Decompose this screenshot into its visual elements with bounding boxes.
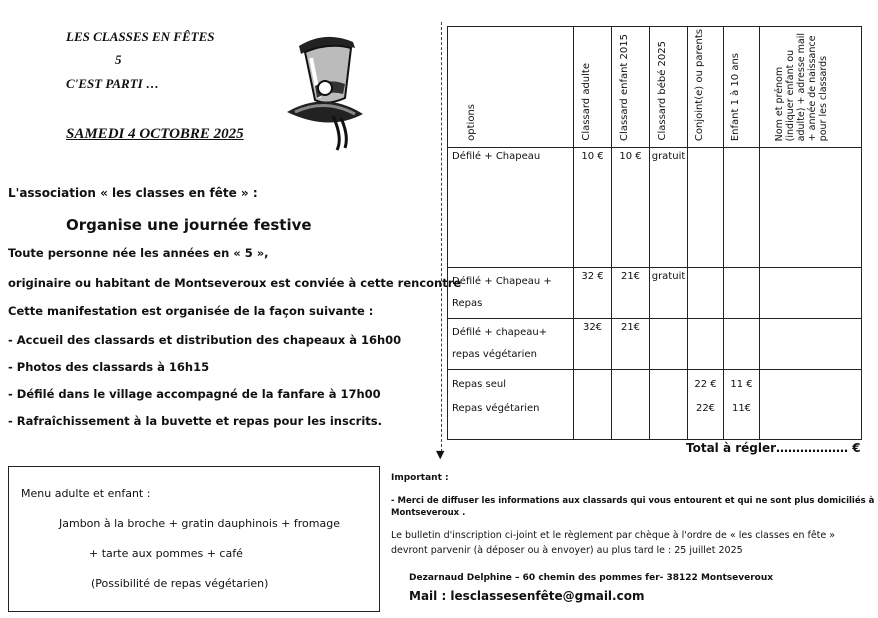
qty-enfant[interactable] xyxy=(724,148,760,268)
schedule-item: - Accueil des classards et distribution des chapeaux à 16h00 xyxy=(8,333,402,347)
important-note-1b: Montseveroux . xyxy=(391,508,466,518)
price-adulte: 32 € xyxy=(574,268,612,319)
header-nom-prenom: Nom et prénom (indiquer enfant ou adulte) + adresse mail + année de naissance pour les classards xyxy=(760,27,862,148)
option-cell: Défilé + Chapeau + Repas xyxy=(448,268,574,319)
price-bebe: gratuit xyxy=(650,148,688,268)
schedule-item: - Défilé dans le village accompagné de la fanfare à 17h00 xyxy=(8,387,381,401)
option-cell: Repas seul Repas végétarien xyxy=(448,370,574,440)
qty-enfant[interactable] xyxy=(724,319,760,370)
contact-line: Dezarnaud Delphine – 60 chemin des pommes fer- 38122 Montseveroux xyxy=(409,573,774,583)
intro-paragraph-3: Cette manifestation est organisée de la façon suivante : xyxy=(8,304,374,318)
cut-line-arrow-icon: ▼ xyxy=(436,448,445,461)
price-bebe: gratuit xyxy=(650,268,688,319)
intro-paragraph-1: Toute personne née les années en « 5 », xyxy=(8,246,269,260)
important-note-1a: - Merci de diffuser les informations aux classards qui vous entourent et qui ne sont plus domiciliés à xyxy=(391,496,875,506)
important-title: Important : xyxy=(391,473,449,483)
names-field[interactable] xyxy=(760,319,862,370)
header-enfant: Enfant 1 à 10 ans xyxy=(724,27,760,148)
association-line: L'association « les classes en fête » : xyxy=(8,186,258,200)
mail-line[interactable]: Mail : lesclassesenfête@gmail.com xyxy=(409,589,645,603)
table-row xyxy=(448,319,862,370)
price-enfant-2015: 21€ xyxy=(612,319,650,370)
qty-conjoint[interactable] xyxy=(688,319,724,370)
header-conjoint: Conjoint(e) ou parents xyxy=(688,27,724,148)
price-conjoint: 22 € 22€ xyxy=(688,370,724,440)
menu-line-1: Jambon à la broche + gratin dauphinois + fromage xyxy=(59,517,340,530)
cut-line xyxy=(441,22,442,452)
header-line-1: LES CLASSES EN FÊTES xyxy=(66,29,215,44)
price-enfant-2015: 10 € xyxy=(612,148,650,268)
price-enfant-2015 xyxy=(612,370,650,440)
price-enfant: 11 € 11€ xyxy=(724,370,760,440)
intro-paragraph-2: originaire ou habitant de Montseveroux est conviée à cette rencontre xyxy=(8,276,462,290)
header-classard-bebe: Classard bébé 2025 xyxy=(650,27,688,148)
price-adulte: 10 € xyxy=(574,148,612,268)
menu-box xyxy=(8,466,380,612)
schedule-item: - Rafraîchissement à la buvette et repas pour les inscrits. xyxy=(8,414,382,428)
price-enfant-2015: 21€ xyxy=(612,268,650,319)
option-cell: Défilé + Chapeau xyxy=(448,148,574,268)
total-line: Total à régler……………… € xyxy=(686,441,861,455)
price-adulte: 32€ xyxy=(574,319,612,370)
option-cell: Défilé + chapeau+ repas végétarien xyxy=(448,319,574,370)
price-bebe xyxy=(650,319,688,370)
headline: Organise une journée festive xyxy=(66,216,312,234)
header-line-2: 5 xyxy=(115,52,122,67)
qty-enfant[interactable] xyxy=(724,268,760,319)
header-classard-adulte: Classard adulte xyxy=(574,27,612,148)
header-classard-enfant: Classard enfant 2015 xyxy=(612,27,650,148)
table-row xyxy=(448,268,862,319)
menu-title: Menu adulte et enfant : xyxy=(21,487,151,500)
table-row xyxy=(448,370,862,440)
table-header-row xyxy=(448,27,862,148)
names-field[interactable] xyxy=(760,148,862,268)
registration-table xyxy=(447,26,862,440)
names-field[interactable] xyxy=(760,370,862,440)
top-hat-illustration xyxy=(285,28,365,153)
price-bebe xyxy=(650,370,688,440)
qty-conjoint[interactable] xyxy=(688,268,724,319)
important-note-2b: devront parvenir (à déposer ou à envoyer) au plus tard le : 25 juillet 2025 xyxy=(391,545,743,556)
qty-conjoint[interactable] xyxy=(688,148,724,268)
menu-line-2: + tarte aux pommes + café xyxy=(89,547,243,560)
header-options: options xyxy=(448,27,574,148)
price-adulte xyxy=(574,370,612,440)
important-note-2a: Le bulletin d'inscription ci-joint et le règlement par chèque à l'ordre de « les classes en fête » xyxy=(391,530,836,541)
menu-line-3: (Possibilité de repas végétarien) xyxy=(91,577,269,590)
event-date: SAMEDI 4 OCTOBRE 2025 xyxy=(66,126,244,142)
header-line-3: C'EST PARTI … xyxy=(66,76,159,91)
schedule-item: - Photos des classards à 16h15 xyxy=(8,360,210,374)
table-row xyxy=(448,148,862,268)
names-field[interactable] xyxy=(760,268,862,319)
